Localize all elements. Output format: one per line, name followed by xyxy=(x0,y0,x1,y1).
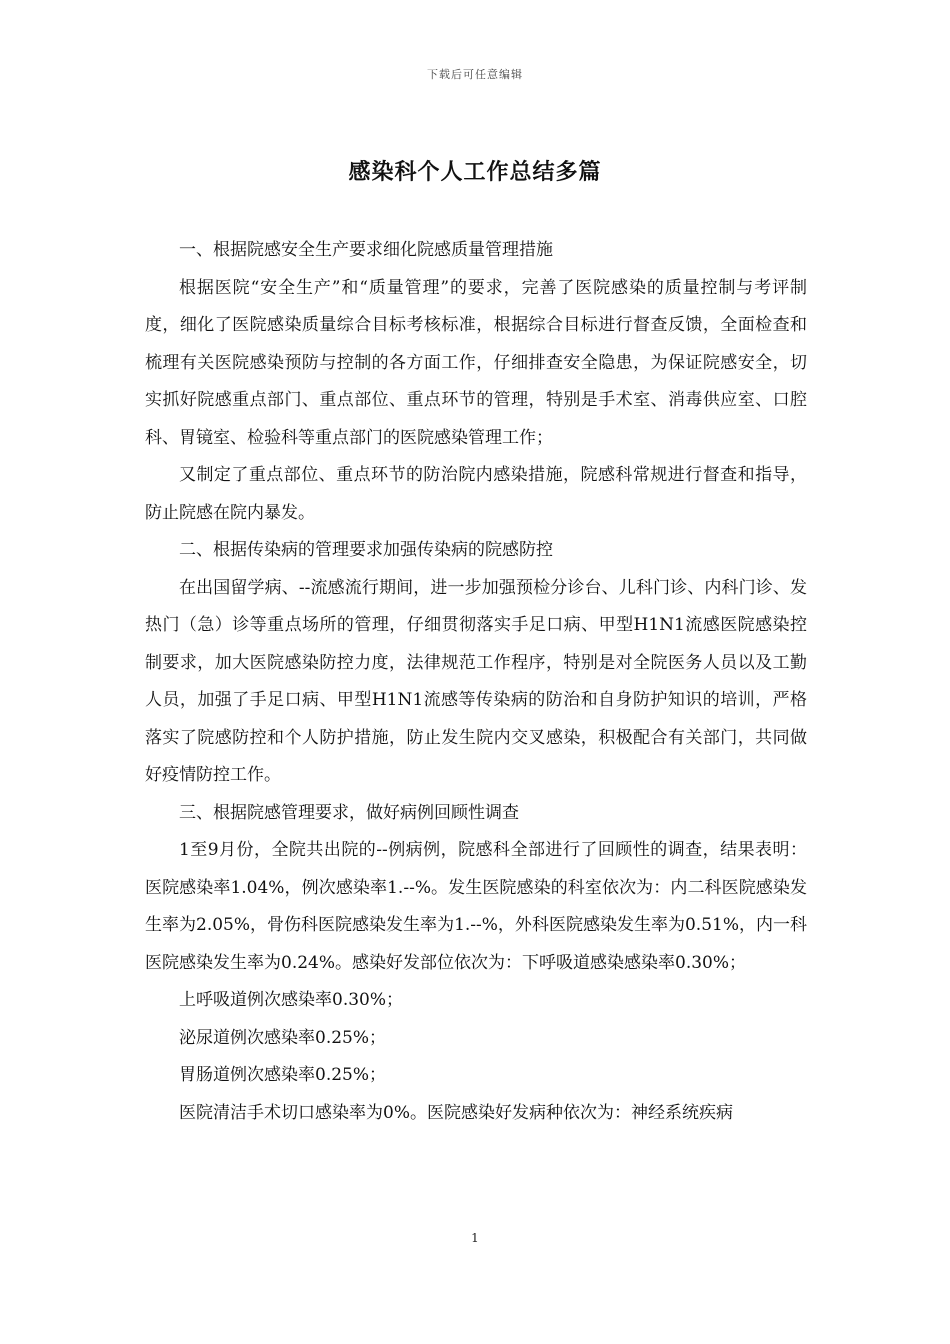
body-paragraph: 在出国留学病、--流感流行期间，进一步加强预检分诊台、儿科门诊、内科门诊、发热门（急）诊等重点场所的管理，仔细贯彻落实手足口病、甲型H1N1流感医院感染控制要求，加大医院感染防控力度，法律规范工作程序，特别是对全院医务人员以及工勤人员，加强了手足口病、甲型H1N1流感等传染病的防治和自身防护知识的培训，严格落实了院感防控和个人防护措施，防止发生院内交叉感染，积极配合有关部门，共同做好疫情防控工作。 xyxy=(145,577,807,785)
document-body xyxy=(145,232,807,1132)
body-paragraph: 胃肠道例次感染率0.25%； xyxy=(179,1065,387,1085)
body-paragraph: 医院清洁手术切口感染率为0%。医院感染好发病种依次为：神经系统疾病 xyxy=(179,1102,733,1123)
body-paragraph: 1至9月份，全院共出院的--例病例，院感科全部进行了回顾性的调查，结果表明：医院感染率1.04%，例次感染率1.--%。发生医院感染的科室依次为：内二科医院感染发生率为2.05%，骨伤科医院感染发生率为1.--%，外科医院感染发生率为0.51%，内一科医院感染发生率为0.24%。感染好发部位依次为：下呼吸道感染感染率0.30%； xyxy=(145,840,807,973)
section-heading-1: 一、根据院感安全生产要求细化院感质量管理措施 xyxy=(179,240,553,260)
section-heading-3: 三、根据院感管理要求，做好病例回顾性调查 xyxy=(179,802,519,823)
body-paragraph: 根据医院“安全生产”和“质量管理”的要求，完善了医院感染的质量控制与考评制度，细化了医院感染质量综合目标考核标准，根据综合目标进行督查反馈，全面检查和梳理有关医院感染预防与控制的各方面工作，仔细排查安全隐患，为保证院感安全，切实抓好院感重点部门、重点部位、重点环节的管理，特别是手术室、消毒供应室、口腔科、胃镜室、检验科等重点部门的医院感染管理工作； xyxy=(145,277,807,448)
page-header: 下载后可任意编辑 xyxy=(427,68,523,81)
document-title: 感染科个人工作总结多篇 xyxy=(348,160,602,185)
body-paragraph: 泌尿道例次感染率0.25%； xyxy=(179,1027,387,1048)
page-number: 1 xyxy=(471,1231,479,1245)
body-paragraph: 又制定了重点部位、重点环节的防治院内感染措施，院感科常规进行督查和指导，防止院感在院内暴发。 xyxy=(145,465,807,523)
section-heading-2: 二、根据传染病的管理要求加强传染病的院感防控 xyxy=(179,540,553,560)
body-paragraph: 上呼吸道例次感染率0.30%； xyxy=(179,990,404,1010)
